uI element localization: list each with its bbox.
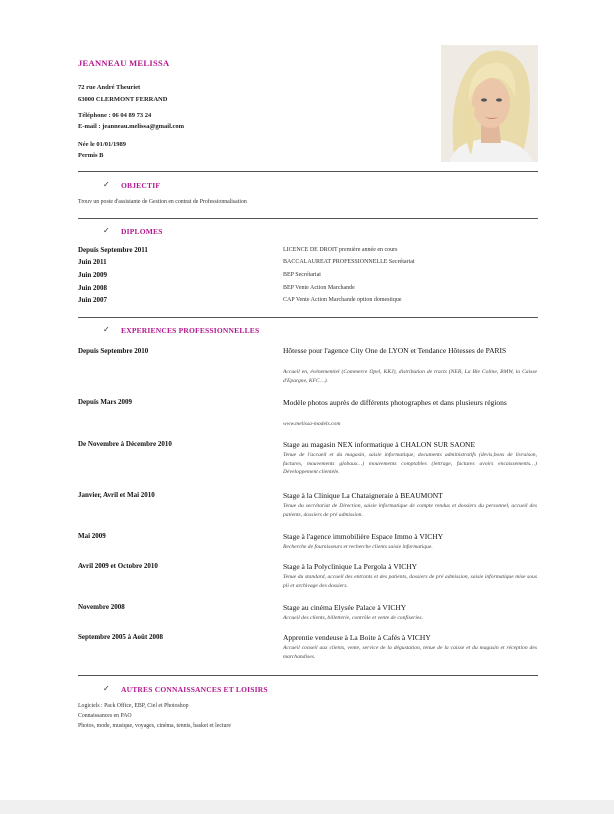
experience-description: Recherche de fournisseurs et recherche clients saisie informatique. — [283, 544, 433, 550]
experience-date: Septembre 2005 à Août 2008 — [78, 633, 164, 641]
divider-header — [78, 171, 538, 172]
experience-description: Accueil conseil aux clients, vente, service de la dégustation, tenue de la caisse et du magasin et réception des marchandises. — [283, 645, 537, 660]
diploma-text: CAP Vente Action Marchande option domestique — [283, 297, 402, 303]
diploma-date: Depuis Septembre 2011 — [78, 246, 148, 254]
address-line1: 72 rue André Theuriet — [78, 84, 141, 91]
profile-photo — [441, 45, 538, 162]
experience-title: Stage à la Clinique La Chataigneraie à BEAUMONT — [283, 491, 443, 500]
experience-date: Avril 2009 et Octobre 2010 — [78, 562, 158, 570]
experience-date: De Novembre à Décembre 2010 — [78, 440, 172, 448]
section-title-experiences: EXPERIENCES PROFESSIONNELLES — [121, 326, 260, 335]
experience-title: Hôtesse pour l'agence City One de LYON et Tendance Hôtesses de PARIS — [283, 346, 507, 355]
diploma-text: LICENCE DE DROIT première année en cours — [283, 247, 398, 253]
experience-title: Stage à l'agence immobilière Espace Immo à VICHY — [283, 532, 444, 541]
diploma-date: Juin 2009 — [78, 271, 107, 279]
page-bottom-band — [0, 800, 614, 814]
experience-date: Janvier, Avril et Mai 2010 — [78, 491, 155, 499]
birth-date: Née le 01/01/1989 — [78, 141, 127, 148]
divider-objectif — [78, 218, 538, 219]
experience-description: Tenue de l'accueil et du magasin, saisie informatique, documents administratifs (devis,bons de livraison, factures, mouvements globaux…) mouvements comptables (lettrage, factures avoirs encaissements…) Développement clientèle. — [283, 452, 537, 475]
section-title-diplomes: DIPLOMES — [121, 227, 163, 236]
experience-title: Stage au cinéma Elysée Palace à VICHY — [283, 603, 407, 612]
experience-title: Modèle photos auprès de différents photographes et dans plusieurs régions — [283, 398, 507, 407]
experience-description: www.melissa-models.com — [283, 421, 341, 427]
section-title-objectif: OBJECTIF — [121, 181, 161, 190]
address-line2: 63000 CLERMONT FERRAND — [78, 96, 168, 103]
experience-description: Accueil en, événementiel (Commerce Opel, KKJ), distribution de tracts (NER, La Ble Coline, BMW, la Caisse d'Epargne, KFC…). — [283, 369, 537, 384]
experience-date: Novembre 2008 — [78, 603, 125, 611]
checkmark-icon: ✓ — [103, 226, 110, 235]
hobbies-line: Photos, mode, musique, voyages, cinéma, tennis, basket et lecture — [78, 723, 231, 729]
diploma-text: BEP Vente Action Marchande — [283, 285, 355, 291]
experience-description: Tenue du secrétariat de Direction, saisie informatique de compte rendus et dossiers du personnel, accueil des patients, dossiers de pré admission. — [283, 503, 537, 518]
portrait-image — [441, 45, 538, 162]
email: E-mail : jeanneau.melissa@gmail.com — [78, 123, 185, 130]
diploma-text: BACCALAUREAT PROFESSIONNELLE Secrétariat — [283, 259, 415, 265]
experience-date: Mai 2009 — [78, 532, 106, 540]
experience-title: Stage à la Polyclinique La Pergola à VICHY — [283, 562, 418, 571]
checkmark-icon: ✓ — [103, 684, 110, 693]
skills-line: Logiciels : Pack Office, EBP, Ciel et Photoshop — [78, 703, 189, 709]
objectif-text: Trouv un poste d'assistante de Gestion en contrat de Professionnalisation — [78, 199, 247, 205]
divider-diplomes — [78, 317, 538, 318]
diploma-date: Juin 2011 — [78, 258, 107, 266]
diploma-date: Juin 2008 — [78, 284, 107, 292]
candidate-name: JEANNEAU MELISSA — [78, 58, 170, 68]
section-title-autres: AUTRES CONNAISSANCES ET LOISIRS — [121, 685, 268, 694]
experience-description: Tenue du standard, accueil des entrants et des patients, dossiers de pré admission, saisie informatique mise sous pli et archivage des dossiers. — [283, 574, 537, 589]
phone: Téléphone : 06 04 89 73 24 — [78, 112, 152, 119]
checkmark-icon: ✓ — [103, 325, 110, 334]
checkmark-icon: ✓ — [103, 180, 110, 189]
experience-date: Depuis Septembre 2010 — [78, 347, 149, 355]
diploma-date: Juin 2007 — [78, 296, 107, 304]
experience-date: Depuis Mars 2009 — [78, 398, 133, 406]
skills-line: Connaissances en PAO — [78, 713, 132, 719]
divider-experiences — [78, 675, 538, 676]
diploma-text: BEP Secrétariat — [283, 272, 321, 278]
experience-title: Apprentie vendeuse à La Boite à Cafés à VICHY — [283, 633, 431, 642]
experience-description: Accueil des clients, billetterie, contrôle et vente de confiseries. — [283, 615, 423, 621]
driving-license: Permis B — [78, 152, 104, 159]
experience-title: Stage au magasin NEX informatique à CHALON SUR SAONE — [283, 440, 476, 449]
